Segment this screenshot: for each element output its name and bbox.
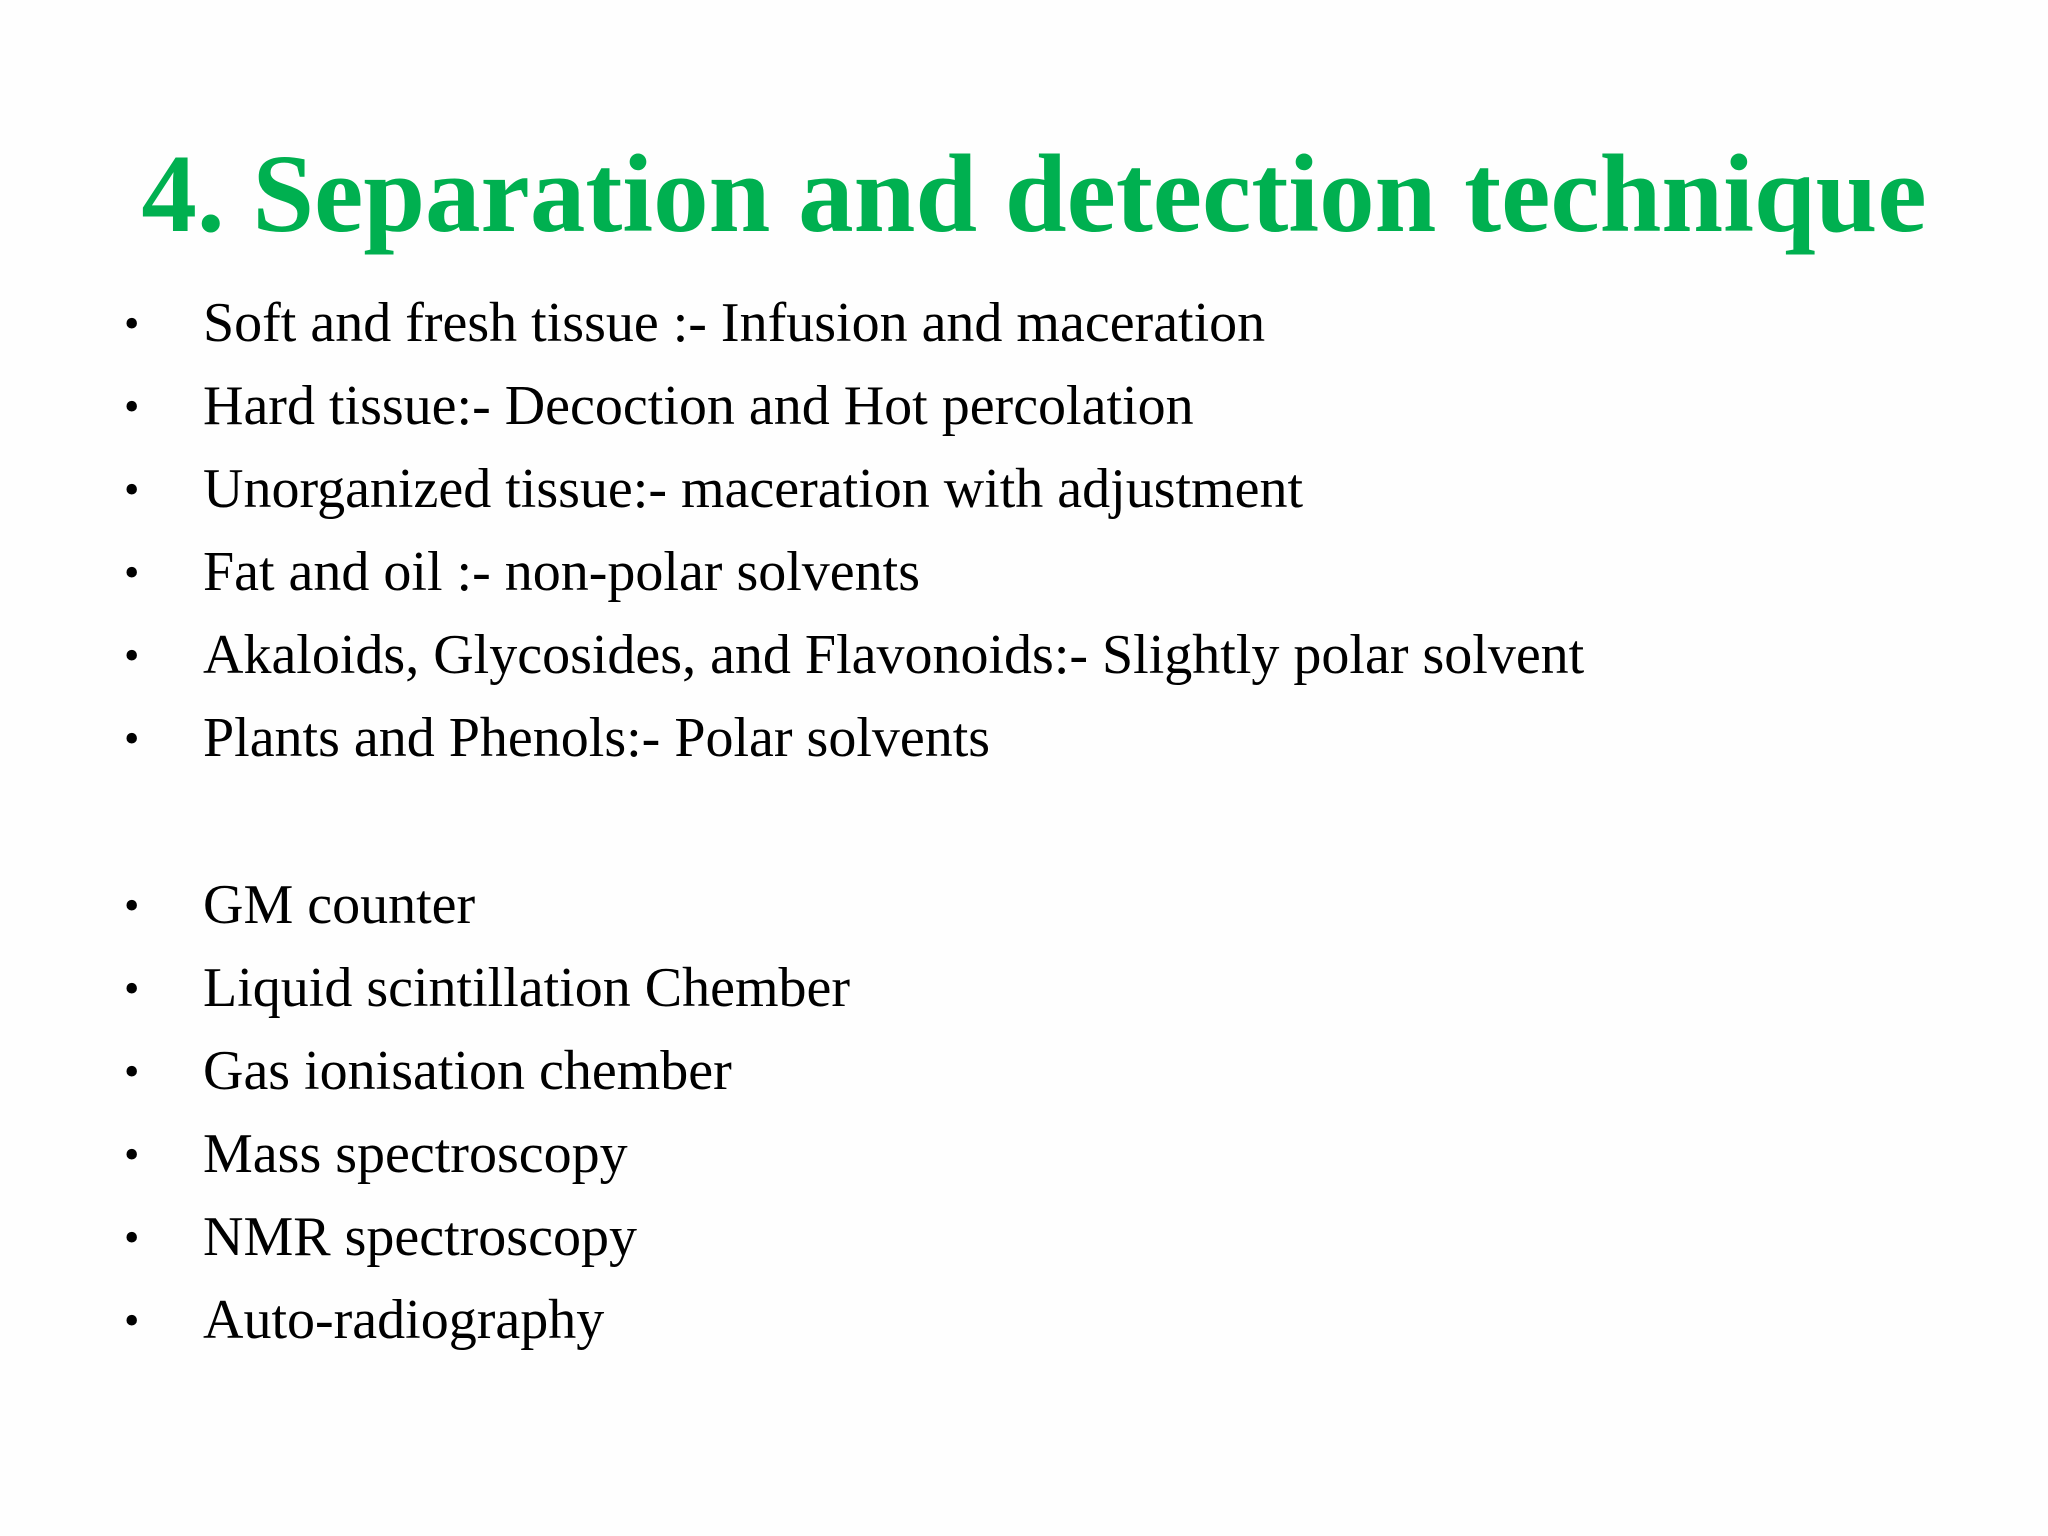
list-item <box>0 1279 2048 1362</box>
bullet-icon: • <box>124 714 140 763</box>
bullet-icon: • <box>124 1047 140 1096</box>
bullet-icon: • <box>124 1296 140 1345</box>
list-item <box>0 864 2048 947</box>
list-item-text: NMR spectroscopy <box>203 1206 637 1268</box>
bullet-icon: • <box>124 1130 140 1179</box>
extraction-methods-list <box>0 282 2048 780</box>
list-item-text: GM counter <box>203 874 476 936</box>
list-item-text: Plants and Phenols:- Polar solvents <box>203 707 991 769</box>
list-item <box>0 531 2048 614</box>
bullet-icon: • <box>124 548 140 597</box>
bullet-icon: • <box>124 964 140 1013</box>
bullet-icon: • <box>124 299 140 348</box>
list-item <box>0 448 2048 531</box>
list-item-text: Soft and fresh tissue :- Infusion and maceration <box>203 292 1266 354</box>
bullet-icon: • <box>124 465 140 514</box>
list-item <box>0 365 2048 448</box>
bullet-icon: • <box>124 382 140 431</box>
detection-methods-list <box>0 864 2048 1362</box>
list-item <box>0 947 2048 1030</box>
list-item-text: Gas ionisation chember <box>203 1040 732 1102</box>
list-item-text: Mass spectroscopy <box>203 1123 628 1185</box>
list-item <box>0 1030 2048 1113</box>
list-item-text: Akaloids, Glycosides, and Flavonoids:- Slightly polar solvent <box>203 624 1585 686</box>
bullet-icon: • <box>124 631 140 680</box>
list-item <box>0 697 2048 780</box>
slide-title: 4. Separation and detection technique <box>141 133 1927 256</box>
list-item-text: Hard tissue:- Decoction and Hot percolation <box>203 375 1194 437</box>
list-item-text: Fat and oil :- non-polar solvents <box>203 541 921 603</box>
list-item <box>0 1196 2048 1279</box>
list-item-text: Auto-radiography <box>203 1289 605 1351</box>
bullet-icon: • <box>124 1213 140 1262</box>
list-item <box>0 282 2048 365</box>
bullet-icon: • <box>124 881 140 930</box>
list-item-text: Liquid scintillation Chember <box>203 957 851 1019</box>
list-item <box>0 614 2048 697</box>
list-item <box>0 1113 2048 1196</box>
list-item-text: Unorganized tissue:- maceration with adjustment <box>203 458 1304 520</box>
